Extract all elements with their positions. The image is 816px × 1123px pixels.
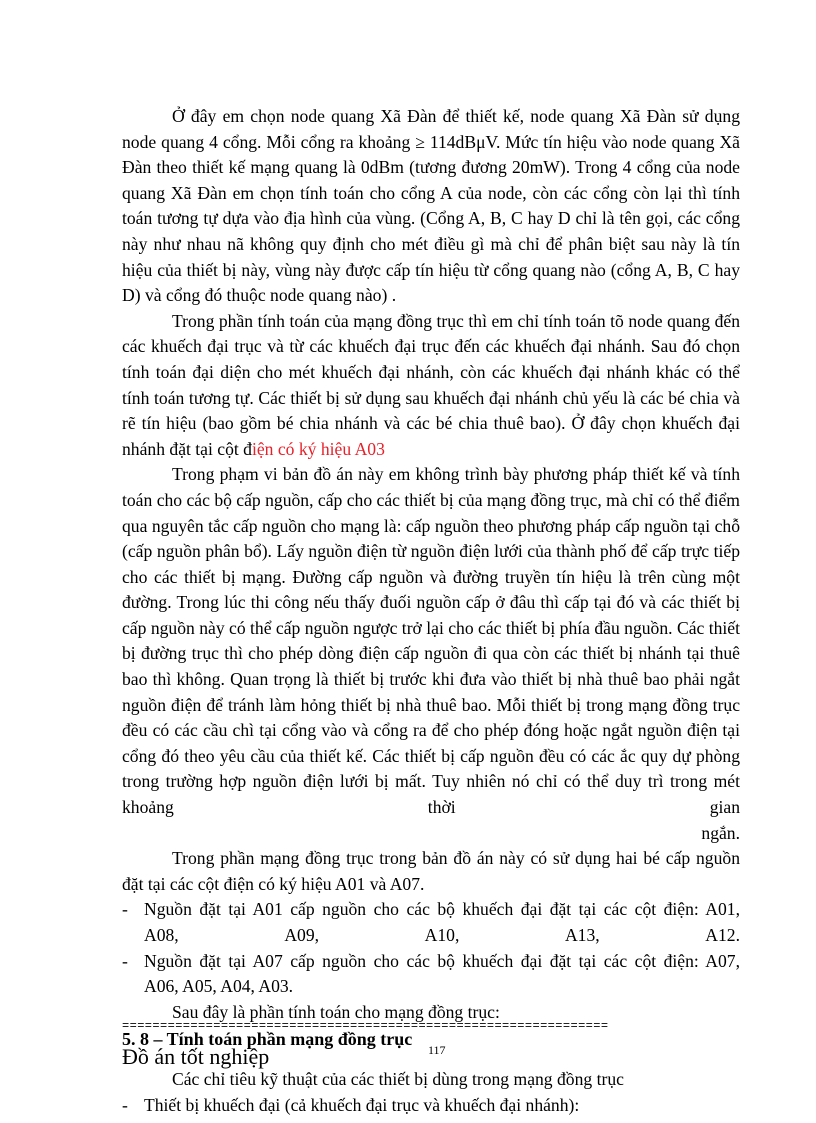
bullet-dash: -: [122, 950, 128, 971]
bullet-a01-line2: A08, A09, A10, A13, A12.: [144, 925, 740, 945]
highlighted-text-a03: iện có ký hiệu A03: [251, 438, 385, 459]
section-heading: 5. 8 – Tính toán phần mạng đồng trục: [122, 1029, 413, 1050]
paragraph-power-supply-end: ngắn.: [701, 822, 740, 843]
bullet-a07: [122, 949, 740, 1000]
bullet-amplifier: [122, 1093, 740, 1119]
bullet-a07-line2: A06, A05, A04, A03.: [144, 976, 294, 997]
footer-rule: ================================================================: [122, 1022, 609, 1030]
page-number: 117: [428, 1043, 446, 1057]
bullet-dash: -: [122, 1094, 128, 1115]
paragraph-coax-calculation: [122, 309, 740, 463]
document-body: [122, 104, 740, 1118]
bullet-dash: -: [122, 899, 128, 920]
bullet-a01: [122, 897, 740, 948]
bullet-amplifier-text: Thiết bị khuếch đại (cả khuếch đại trục và khuếch đại nhánh):: [144, 1094, 580, 1115]
paragraph-power-supply: Trong phạm vi bản đồ án này em không trình bày phương pháp thiết kế và tính toán cho các bộ cấp nguồn, cấp cho các thiết bị của mạng đồng trục, mà chỉ có thể điểm qua nguyên tắc cấp nguồn cho mạng là: cấp nguồn theo phương pháp cấp nguồn tại chỗ (cấp nguồn phân bổ). Lấy nguồn điện từ nguồn điện lưới của thành phố để cấp trực tiếp cho các thiết bị mạng. Đường cấp nguồn và đường truyền tín hiệu là trên cùng một đường. Trong lúc thi công nếu thấy đuối nguồn cấp ở đâu thì cấp tại đó và các thiết bị cấp nguồn này có thể cấp nguồn ngược trở lại cho các thiết bị phía đầu nguồn. Các thiết bị đường trục thì cho phép dòng điện cấp nguồn đi qua còn các thiết bị nhánh tại thuê bao thì không. Quan trọng là thiết bị trước khi đưa vào thiết bị nhà thuê bao phải ngắt nguồn điện để tránh làm hỏng thiết bị nhà thuê bao. Mỗi thiết bị trong mạng đồng trục đều có các cầu chì tại cổng vào và cổng ra để cho phép đóng hoặc ngắt nguồn điện tại cổng đó theo yêu cầu của thiết kế. Các thiết bị cấp nguồn đều có các ắc quy dự phòng trong trường hợp nguồn điện lưới bị mất. Tuy nhiên nó chỉ có thể duy trì trong mét khoảng thời gian: [122, 464, 740, 818]
paragraph-node-selection: Ở đây em chọn node quang Xã Đàn để thiết kế, node quang Xã Đàn sử dụng node quang 4 cổng. Mỗi cổng ra khoảng ≥ 114dBμV. Mức tín hiệu vào node quang Xã Đàn theo thiết kế mạng quang là 0dBm (tương đương 20mW). Trong 4 cổng của node quang Xã Đàn em chọn tính toán cho cổng A của node, còn các cổng còn lại thì tính toán tương tự dựa vào địa hình của vùng. (Cổng A, B, C hay D chỉ là tên gọi, các cổng này như nhau nã không quy định cho mét điều gì mà chỉ để phân biệt sau này là tín hiệu của thiết bị này, vùng này được cấp tín hiệu từ cổng quang nào (cổng A, B, C hay D) và cổng đó thuộc node quang nào) .: [122, 106, 740, 306]
footer-title: Đồ án tốt nghiệp: [122, 1044, 270, 1069]
paragraph-coax-calculation-text: Trong phần tính toán của mạng đồng trục thì em chỉ tính toán tõ node quang đến các khuếch đại trục và từ các khuếch đại trục đến các khuếch đại nhánh. Sau đó chọn tính toán đại diện cho mét khuếch đại nhánh, còn các khuếch đại nhánh khác có thể tính toán tương tự. Các thiết bị sử dụng sau khuếch đại nhánh chủ yếu là các bé chia và rẽ tín hiệu (bao gồm bé chia nhánh và các bé chia thuê bao). Ở đây chọn khuếch đại nhánh đặt tại cột đ: [122, 310, 740, 459]
paragraph-power-sources: Trong phần mạng đồng trục trong bản đồ án này có sử dụng hai bé cấp nguồn đặt tại các cột điện có ký hiệu A01 và A07.: [122, 848, 740, 894]
intro-line: Sau đây là phần tính toán cho mạng đồng trục:: [172, 1001, 500, 1022]
bullet-a07-line1: Nguồn đặt tại A07 cấp nguồn cho các bộ khuếch đại đặt tại các cột điện: A07,: [144, 950, 740, 971]
bullet-a01-line1: Nguồn đặt tại A01 cấp nguồn cho các bộ khuếch đại đặt tại các cột điện: A01,: [144, 899, 740, 920]
specs-intro-line: Các chỉ tiêu kỹ thuật của các thiết bị dùng trong mạng đồng trục: [172, 1068, 624, 1089]
